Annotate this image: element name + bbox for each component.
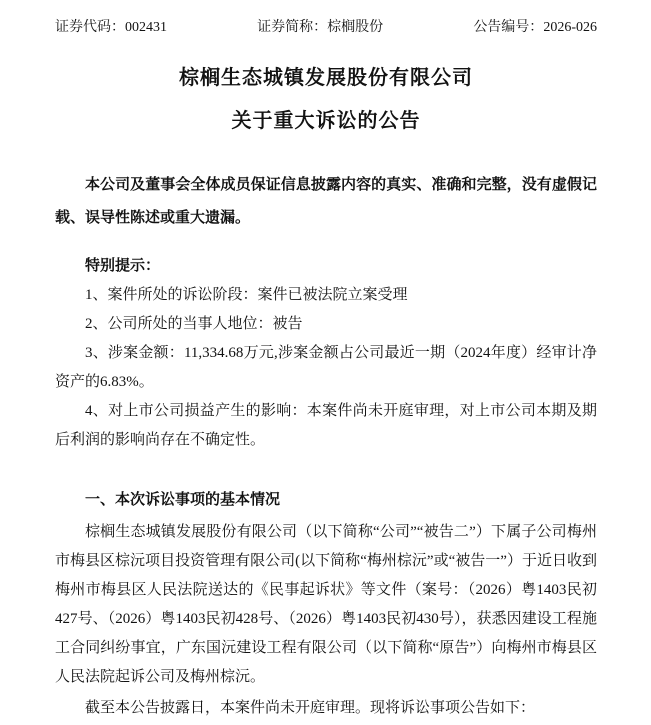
stock-name-label: 证券简称：	[257, 20, 328, 35]
notice-item-3: 3、涉案金额：11,334.68万元,涉案金额占公司最近一期（2024年度）经审计净资产的6.83%。	[55, 345, 597, 390]
company-name-title: 棕榈生态城镇发展股份有限公司	[179, 67, 473, 89]
section1-paragraph-2: 截至本公告披露日，本案件尚未开庭审理。现将诉讼事项公告如下：	[85, 700, 536, 716]
board-disclaimer: 本公司及董事会全体成员保证信息披露内容的真实、准确和完整，没有虚假记载、误导性陈述或重大遗漏。	[55, 177, 597, 226]
announcement-number-label: 公告编号：	[473, 20, 544, 35]
stock-code-value: 002431	[125, 20, 167, 35]
stock-name-value: 棕榈股份	[327, 20, 384, 35]
announcement-number-field	[473, 20, 597, 36]
section1-paragraph-1: 棕榈生态城镇发展股份有限公司（以下简称“公司”“被告二”）下属子公司梅州市梅县区棕沅项目投资管理有限公司(以下简称“梅州棕沅”或“被告一”）于近日收到梅州市梅县区人民法院送达的《民事起诉状》等文件（案号：（2026）粤1403民初427号、（2026）粤1403民初428号、（2026）粤1403民初430号），获悉因建设工程施工合同纠纷事宜，广东国沅建设工程有限公司（以下简称“原告”）向梅州市梅县区人民法院起诉公司及梅州棕沅。	[55, 524, 597, 685]
doc-header	[55, 20, 597, 36]
stock-code-field	[55, 20, 167, 36]
stock-code-label: 证券代码：	[55, 20, 125, 35]
announcement-number-value: 2026-026	[543, 20, 597, 35]
notice-item-1: 1、案件所处的诉讼阶段：案件已被法院立案受理	[85, 287, 408, 303]
notice-item-2: 2、公司所处的当事人地位：被告	[85, 316, 303, 332]
stock-name-field	[257, 20, 383, 36]
section1-heading: 一、本次诉讼事项的基本情况	[85, 491, 281, 508]
announcement-title: 关于重大诉讼的公告	[231, 110, 421, 132]
special-notice-heading: 特别提示：	[85, 258, 161, 274]
notice-item-4: 4、对上市公司损益产生的影响：本案件尚未开庭审理，对上市公司本期及期后利润的影响尚存在不确定性。	[55, 403, 597, 448]
